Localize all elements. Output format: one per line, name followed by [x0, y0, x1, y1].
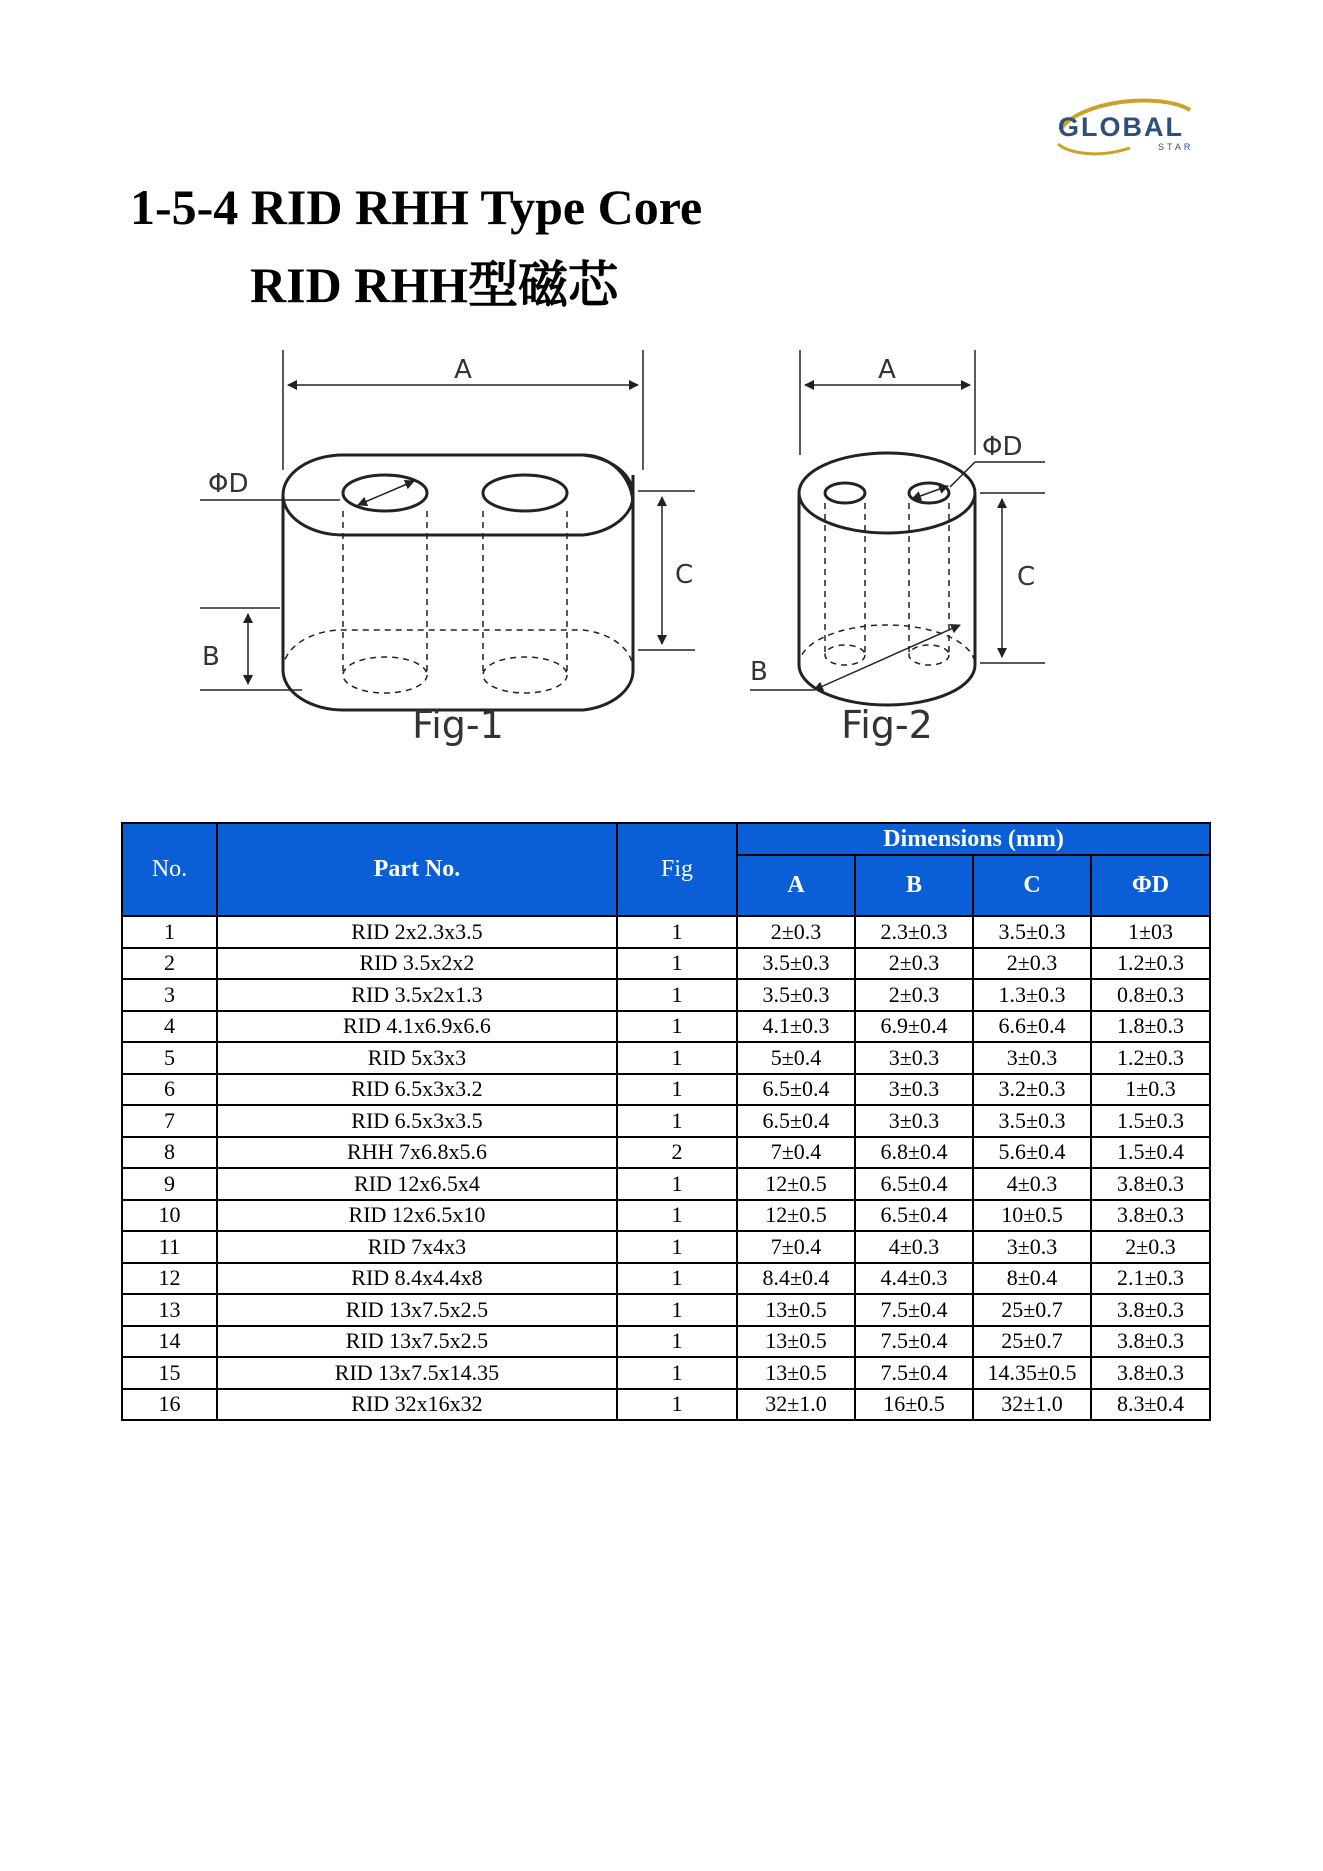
cell-a: 13±0.5: [737, 1326, 855, 1358]
cell-a: 13±0.5: [737, 1357, 855, 1389]
logo-text: GLOBAL: [1058, 112, 1184, 142]
cell-c: 3.5±0.3: [973, 1105, 1091, 1137]
cell-c: 10±0.5: [973, 1200, 1091, 1232]
cell-d: 2.1±0.3: [1091, 1263, 1210, 1295]
table-row: [122, 1074, 1210, 1106]
cell-b: 4.4±0.3: [855, 1263, 973, 1295]
table-row: [122, 1200, 1210, 1232]
header-fig: Fig: [617, 823, 737, 916]
cell-d: 3.8±0.3: [1091, 1294, 1210, 1326]
cell-part-no: RID 8.4x4.4x8: [217, 1263, 617, 1295]
table-row: [122, 1263, 1210, 1295]
table-row: [122, 948, 1210, 980]
cell-a: 6.5±0.4: [737, 1105, 855, 1137]
cell-no: 5: [122, 1042, 217, 1074]
cell-fig: 1: [617, 948, 737, 980]
cell-no: 10: [122, 1200, 217, 1232]
cell-no: 15: [122, 1357, 217, 1389]
cell-fig: 1: [617, 1074, 737, 1106]
table-row: [122, 1042, 1210, 1074]
cell-b: 7.5±0.4: [855, 1294, 973, 1326]
cell-part-no: RID 3.5x2x1.3: [217, 979, 617, 1011]
table-row: [122, 1357, 1210, 1389]
cell-no: 11: [122, 1231, 217, 1263]
cell-part-no: RID 13x7.5x14.35: [217, 1357, 617, 1389]
table-row: [122, 1326, 1210, 1358]
cell-d: 1.8±0.3: [1091, 1011, 1210, 1043]
cell-part-no: RID 6.5x3x3.5: [217, 1105, 617, 1137]
cell-a: 3.5±0.3: [737, 979, 855, 1011]
fig-2-label-b: B: [750, 657, 768, 687]
cell-a: 8.4±0.4: [737, 1263, 855, 1295]
cell-no: 16: [122, 1389, 217, 1421]
cell-a: 12±0.5: [737, 1168, 855, 1200]
cell-d: 2±0.3: [1091, 1231, 1210, 1263]
cell-no: 3: [122, 979, 217, 1011]
cell-no: 6: [122, 1074, 217, 1106]
cell-fig: 1: [617, 1011, 737, 1043]
cell-b: 6.5±0.4: [855, 1168, 973, 1200]
cell-b: 4±0.3: [855, 1231, 973, 1263]
cell-fig: 2: [617, 1137, 737, 1169]
cell-part-no: RID 32x16x32: [217, 1389, 617, 1421]
cell-fig: 1: [617, 1105, 737, 1137]
cell-no: 2: [122, 948, 217, 980]
header-c: C: [973, 855, 1091, 916]
table-row: [122, 1389, 1210, 1421]
fig-2-label-a: A: [878, 355, 896, 385]
cell-a: 5±0.4: [737, 1042, 855, 1074]
header-dimensions: Dimensions (mm): [737, 823, 1210, 855]
cell-no: 14: [122, 1326, 217, 1358]
cell-c: 3.2±0.3: [973, 1074, 1091, 1106]
cell-b: 3±0.3: [855, 1074, 973, 1106]
cell-b: 2±0.3: [855, 979, 973, 1011]
cell-a: 32±1.0: [737, 1389, 855, 1421]
cell-c: 25±0.7: [973, 1326, 1091, 1358]
cell-d: 1.2±0.3: [1091, 1042, 1210, 1074]
dimensions-table: [121, 822, 1211, 1421]
logo-subtext: STAR: [1158, 142, 1194, 152]
cell-d: 3.8±0.3: [1091, 1168, 1210, 1200]
cell-c: 1.3±0.3: [973, 979, 1091, 1011]
cell-part-no: RID 7x4x3: [217, 1231, 617, 1263]
header-b: B: [855, 855, 973, 916]
cell-no: 13: [122, 1294, 217, 1326]
cell-a: 4.1±0.3: [737, 1011, 855, 1043]
cell-part-no: RID 13x7.5x2.5: [217, 1326, 617, 1358]
table-row: [122, 1294, 1210, 1326]
cell-c: 6.6±0.4: [973, 1011, 1091, 1043]
cell-a: 13±0.5: [737, 1294, 855, 1326]
cell-d: 1.5±0.4: [1091, 1137, 1210, 1169]
cell-b: 3±0.3: [855, 1042, 973, 1074]
cell-c: 14.35±0.5: [973, 1357, 1091, 1389]
table-row: [122, 1168, 1210, 1200]
cell-a: 12±0.5: [737, 1200, 855, 1232]
header-a: A: [737, 855, 855, 916]
cell-fig: 1: [617, 1231, 737, 1263]
cell-b: 7.5±0.4: [855, 1326, 973, 1358]
core-diagrams: [190, 345, 1070, 765]
fig-2-label-c: C: [1017, 562, 1036, 592]
cell-fig: 1: [617, 1357, 737, 1389]
cell-c: 4±0.3: [973, 1168, 1091, 1200]
cell-fig: 1: [617, 979, 737, 1011]
cell-c: 5.6±0.4: [973, 1137, 1091, 1169]
cell-d: 1.2±0.3: [1091, 948, 1210, 980]
cell-a: 7±0.4: [737, 1231, 855, 1263]
cell-a: 2±0.3: [737, 916, 855, 948]
cell-a: 7±0.4: [737, 1137, 855, 1169]
cell-part-no: RID 12x6.5x10: [217, 1200, 617, 1232]
cell-b: 3±0.3: [855, 1105, 973, 1137]
fig-1-label-b: B: [202, 642, 220, 672]
cell-fig: 1: [617, 1326, 737, 1358]
cell-no: 12: [122, 1263, 217, 1295]
cell-no: 1: [122, 916, 217, 948]
cell-d: 1±0.3: [1091, 1074, 1210, 1106]
cell-c: 3±0.3: [973, 1231, 1091, 1263]
fig-1-label-d: ΦD: [208, 469, 249, 499]
cell-fig: 1: [617, 1263, 737, 1295]
cell-part-no: RID 13x7.5x2.5: [217, 1294, 617, 1326]
fig-2-diagram: [750, 350, 1045, 705]
table-row: [122, 1231, 1210, 1263]
page-title-en: 1-5-4 RID RHH Type Core: [130, 179, 703, 235]
cell-no: 8: [122, 1137, 217, 1169]
table-row: [122, 979, 1210, 1011]
header-part-no: Part No.: [217, 823, 617, 916]
table-row: [122, 1011, 1210, 1043]
cell-c: 2±0.3: [973, 948, 1091, 980]
header-d: ΦD: [1091, 855, 1210, 916]
fig-1-label-c: C: [675, 560, 694, 590]
cell-c: 32±1.0: [973, 1389, 1091, 1421]
cell-part-no: RID 6.5x3x3.2: [217, 1074, 617, 1106]
table-row: [122, 1105, 1210, 1137]
cell-a: 3.5±0.3: [737, 948, 855, 980]
table-row: [122, 1137, 1210, 1169]
cell-b: 6.5±0.4: [855, 1200, 973, 1232]
cell-part-no: RID 5x3x3: [217, 1042, 617, 1074]
cell-fig: 1: [617, 1200, 737, 1232]
cell-c: 3±0.3: [973, 1042, 1091, 1074]
cell-no: 4: [122, 1011, 217, 1043]
cell-no: 9: [122, 1168, 217, 1200]
cell-b: 16±0.5: [855, 1389, 973, 1421]
logo-swoosh-icon: [1040, 92, 1220, 162]
cell-c: 3.5±0.3: [973, 916, 1091, 948]
cell-fig: 1: [617, 1042, 737, 1074]
cell-c: 25±0.7: [973, 1294, 1091, 1326]
cell-part-no: RHH 7x6.8x5.6: [217, 1137, 617, 1169]
fig-2-label-d: ΦD: [982, 432, 1023, 462]
cell-b: 2.3±0.3: [855, 916, 973, 948]
cell-d: 0.8±0.3: [1091, 979, 1210, 1011]
cell-fig: 1: [617, 1168, 737, 1200]
cell-part-no: RID 12x6.5x4: [217, 1168, 617, 1200]
header-no: No.: [122, 823, 217, 916]
fig-2-caption: Fig-2: [841, 703, 933, 747]
fig-1-diagram: [200, 350, 695, 710]
cell-d: 3.8±0.3: [1091, 1200, 1210, 1232]
cell-no: 7: [122, 1105, 217, 1137]
cell-b: 6.9±0.4: [855, 1011, 973, 1043]
figures-area: [190, 345, 1070, 765]
cell-c: 8±0.4: [973, 1263, 1091, 1295]
cell-d: 3.8±0.3: [1091, 1357, 1210, 1389]
table-header-row: [122, 823, 1210, 855]
cell-part-no: RID 3.5x2x2: [217, 948, 617, 980]
cell-part-no: RID 4.1x6.9x6.6: [217, 1011, 617, 1043]
cell-b: 2±0.3: [855, 948, 973, 980]
cell-b: 7.5±0.4: [855, 1357, 973, 1389]
cell-fig: 1: [617, 1294, 737, 1326]
cell-d: 1.5±0.3: [1091, 1105, 1210, 1137]
cell-d: 8.3±0.4: [1091, 1389, 1210, 1421]
cell-b: 6.8±0.4: [855, 1137, 973, 1169]
cell-fig: 1: [617, 916, 737, 948]
cell-fig: 1: [617, 1389, 737, 1421]
table-row: [122, 916, 1210, 948]
cell-d: 1±03: [1091, 916, 1210, 948]
cell-a: 6.5±0.4: [737, 1074, 855, 1106]
fig-1-caption: Fig-1: [412, 703, 504, 747]
cell-d: 3.8±0.3: [1091, 1326, 1210, 1358]
fig-1-label-a: A: [454, 355, 472, 385]
cell-part-no: RID 2x2.3x3.5: [217, 916, 617, 948]
page-title-cn: RID RHH型磁芯: [250, 257, 619, 313]
global-star-logo: [1040, 92, 1220, 162]
